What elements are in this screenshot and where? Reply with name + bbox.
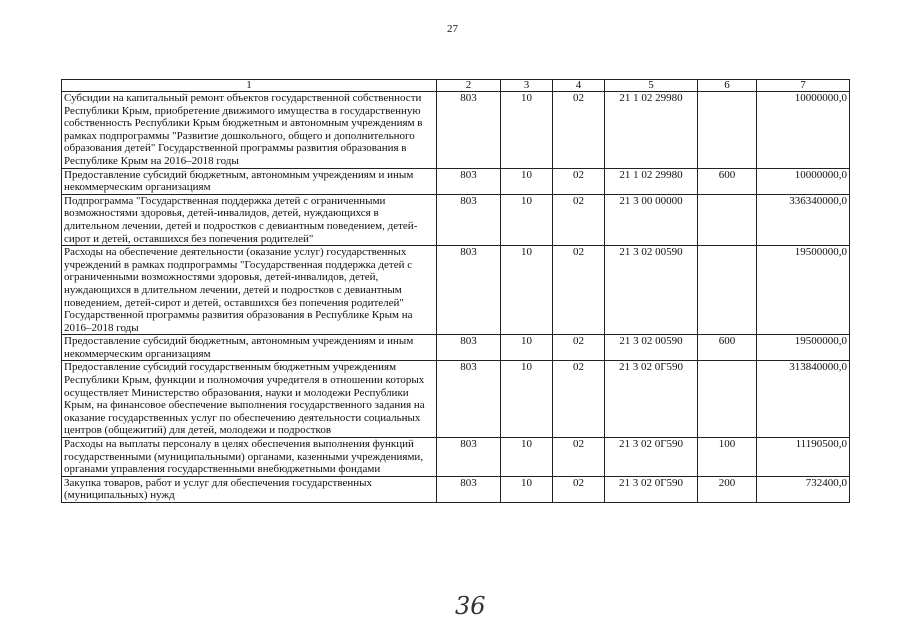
column-header: 7 (757, 80, 850, 92)
amount: 10000000,0 (757, 92, 850, 169)
subsection-code: 02 (553, 168, 605, 194)
row-description: Подпрограмма "Государственная поддержка детей с ограниченными возможностями здоровья, детей-инвалидов, детей, нуждающихся в длительном лечении, детей и подростков с девиантным поведением, детей-сирот и детей, оставшихся без попечения родителей" (62, 194, 437, 245)
target-code: 21 1 02 29980 (605, 92, 698, 169)
section-code: 10 (501, 476, 553, 502)
ministry-code: 803 (437, 194, 501, 245)
column-header: 6 (698, 80, 757, 92)
section-code: 10 (501, 246, 553, 335)
ministry-code: 803 (437, 438, 501, 477)
amount: 732400,0 (757, 476, 850, 502)
subsection-code: 02 (553, 92, 605, 169)
table-row (62, 438, 850, 477)
expense-type-code (698, 361, 757, 438)
expense-type-code: 600 (698, 335, 757, 361)
ministry-code: 803 (437, 361, 501, 438)
section-code: 10 (501, 194, 553, 245)
ministry-code: 803 (437, 168, 501, 194)
subsection-code: 02 (553, 194, 605, 245)
section-code: 10 (501, 335, 553, 361)
target-code: 21 3 02 00590 (605, 335, 698, 361)
expense-type-code (698, 194, 757, 245)
row-description: Расходы на обеспечение деятельности (оказание услуг) государственных учреждений в рамках подпрограммы "Государственная поддержка детей с ограниченными возможностями здоровья, детей-инвалидов, детей, нуждающихся в длительном лечении, детей и подростков с девиантным поведением, детей-сирот и детей, оставшихся без попечения родителей" Государственной программы развития образования в Республике Крым на 2016–2018 годы (62, 246, 437, 335)
expense-type-code: 600 (698, 168, 757, 194)
column-header: 5 (605, 80, 698, 92)
page-number: 27 (447, 23, 458, 35)
table-row (62, 194, 850, 245)
amount: 19500000,0 (757, 246, 850, 335)
table-row (62, 476, 850, 502)
target-code: 21 3 02 00590 (605, 246, 698, 335)
budget-table (61, 79, 850, 503)
ministry-code: 803 (437, 335, 501, 361)
expense-type-code: 200 (698, 476, 757, 502)
row-description: Предоставление субсидий бюджетным, автономным учреждениям и иным некоммерческим организациям (62, 168, 437, 194)
column-header: 2 (437, 80, 501, 92)
expense-type-code (698, 246, 757, 335)
table-row (62, 168, 850, 194)
handwritten-page-number: 36 (455, 592, 486, 620)
column-header: 1 (62, 80, 437, 92)
target-code: 21 3 00 00000 (605, 194, 698, 245)
amount: 313840000,0 (757, 361, 850, 438)
column-header: 3 (501, 80, 553, 92)
row-description: Субсидии на капитальный ремонт объектов государственной собственности Республики Крым, приобретение движимого имущества в государственную собственность Республики Крым бюджетным и автономным учреждениям в рамках подпрограммы "Развитие дошкольного, общего и дополнительного образования детей" Государственной программы развития образования в Республике Крым на 2016–2018 годы (62, 92, 437, 169)
amount: 11190500,0 (757, 438, 850, 477)
ministry-code: 803 (437, 246, 501, 335)
amount: 336340000,0 (757, 194, 850, 245)
row-description: Предоставление субсидий бюджетным, автономным учреждениям и иным некоммерческим организациям (62, 335, 437, 361)
subsection-code: 02 (553, 335, 605, 361)
header-row (62, 80, 850, 92)
section-code: 10 (501, 168, 553, 194)
row-description: Расходы на выплаты персоналу в целях обеспечения выполнения функций государственными (муниципальными) органами, казенными учреждениями, органами управления государственными внебюджетными фондами (62, 438, 437, 477)
subsection-code: 02 (553, 361, 605, 438)
section-code: 10 (501, 92, 553, 169)
section-code: 10 (501, 438, 553, 477)
ministry-code: 803 (437, 476, 501, 502)
target-code: 21 1 02 29980 (605, 168, 698, 194)
row-description: Закупка товаров, работ и услуг для обеспечения государственных (муниципальных) нужд (62, 476, 437, 502)
subsection-code: 02 (553, 438, 605, 477)
expense-type-code (698, 92, 757, 169)
table-row (62, 92, 850, 169)
target-code: 21 3 02 0Г590 (605, 476, 698, 502)
row-description: Предоставление субсидий государственным бюджетным учреждениям Республики Крым, функции и полномочия учредителя в отношении которых осуществляет Министерство образования, науки и молодежи Республики Крым, на финансовое обеспечение выполнения государственного задания на оказание государственных услуг по обеспечению деятельности социальных центров (общежитий) для детей, молодежи и подростков (62, 361, 437, 438)
section-code: 10 (501, 361, 553, 438)
subsection-code: 02 (553, 476, 605, 502)
amount: 19500000,0 (757, 335, 850, 361)
column-header: 4 (553, 80, 605, 92)
table-row (62, 246, 850, 335)
target-code: 21 3 02 0Г590 (605, 361, 698, 438)
expense-type-code: 100 (698, 438, 757, 477)
target-code: 21 3 02 0Г590 (605, 438, 698, 477)
ministry-code: 803 (437, 92, 501, 169)
subsection-code: 02 (553, 246, 605, 335)
table-row (62, 361, 850, 438)
amount: 10000000,0 (757, 168, 850, 194)
table-row (62, 335, 850, 361)
